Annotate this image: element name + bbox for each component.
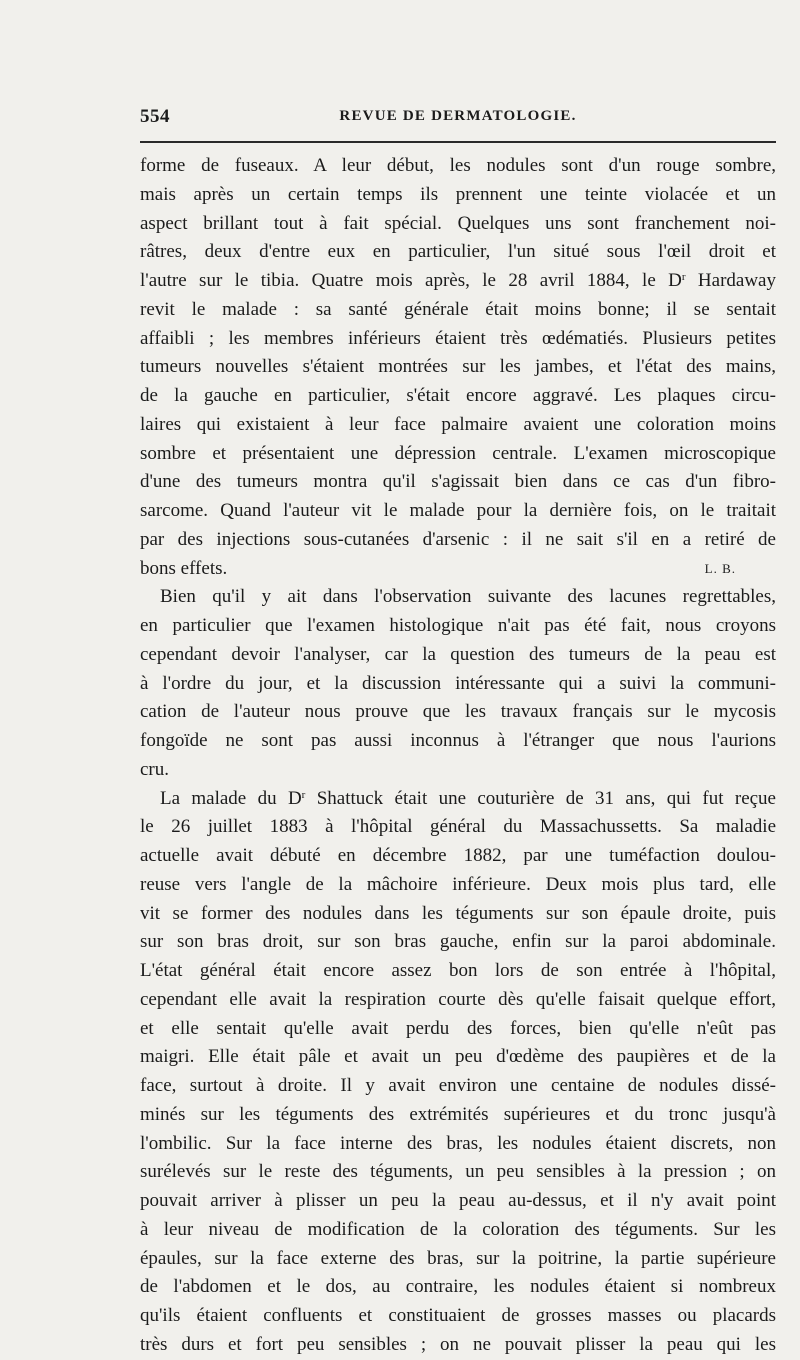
text-line: fongoïde ne sont pas aussi inconnus à l'étranger que nous l'aurions [140, 730, 776, 751]
text-line: revit le malade : sa santé générale était moins bonne; il se sentait [140, 298, 776, 320]
author-signature: L. B. [704, 560, 736, 576]
text-line: cru. [140, 758, 170, 780]
superscript: r [681, 271, 686, 283]
text-fragment: l'autre sur le tibia. Quatre mois après, le 28 avril 1884, le D [140, 270, 682, 291]
paragraph-3 [140, 785, 776, 1360]
header-rule [140, 141, 776, 143]
text-line: très durs et fort peu sensibles ; on ne pouvait plisser la peau qui les [140, 1333, 776, 1355]
page-number: 554 [140, 106, 170, 127]
superscript: r [301, 788, 306, 801]
text-line: par des injections sous-cutanées d'arsenic : il ne sait s'il en a retiré de [140, 528, 776, 550]
running-head [140, 106, 776, 130]
text-line: en particulier que l'examen histologique n'ait pas été fait, nous croyons [140, 615, 776, 636]
body-text [140, 152, 776, 1360]
text-line: sarcome. Quand l'auteur vit le malade pour la dernière fois, on le traitait [140, 500, 776, 521]
text-line: l'ombilic. Sur la face interne des bras, les nodules étaient discrets, non [140, 1132, 776, 1154]
text-line: maigri. Elle était pâle et avait un peu d'œdème des paupières et de la [140, 1046, 776, 1068]
text-line: L'état général était encore assez bon lors de son entrée à l'hôpital, [140, 960, 776, 981]
text-line: actuelle avait débuté en décembre 1882, par une tuméfaction doulou- [140, 845, 776, 866]
paragraph-1 [140, 152, 776, 583]
text-fragment: Hardaway [685, 270, 776, 291]
text-line: de la gauche en particulier, s'était encore aggravé. Les plaques circu- [140, 385, 776, 406]
text-line: affaibli ; les membres inférieurs étaient très œdématiés. Plusieurs petites [140, 327, 776, 349]
text-fragment: bons effets. [140, 557, 228, 579]
text-line [140, 785, 776, 814]
text-line: d'une des tumeurs montra qu'il s'agissait bien dans ce cas d'un fibro- [140, 471, 776, 493]
text-line: sur son bras droit, sur son bras gauche, enfin sur la paroi abdominale. [140, 931, 776, 953]
text-line: cation de l'auteur nous prouve que les travaux français sur le mycosis [140, 701, 776, 723]
text-line: à l'ordre du jour, et la discussion intéressante qui a suivi la communi- [140, 672, 776, 694]
text-line [140, 555, 776, 584]
text-line: face, surtout à droite. Il y avait environ une centaine de nodules dissé- [140, 1075, 776, 1096]
text-line: tumeurs nouvelles s'étaient montrées sur les jambes, et l'état des mains, [140, 356, 776, 378]
text-line: forme de fuseaux. A leur début, les nodules sont d'un rouge sombre, [140, 155, 776, 176]
text-line: qu'ils étaient confluents et constituaient de grosses masses ou placards [140, 1305, 776, 1326]
text-line: laires qui existaient à leur face palmaire avaient une coloration moins [140, 413, 776, 435]
text-line: reuse vers l'angle de la mâchoire inférieure. Deux mois plus tard, elle [140, 873, 776, 895]
text-fragment: La malade du D [160, 787, 302, 809]
text-line: cependant devoir l'analyser, car la question des tumeurs de la peau est [140, 643, 776, 665]
text-line: mais après un certain temps ils prennent une teinte violacée et un [140, 183, 776, 205]
text-line: Bien qu'il y ait dans l'observation suivante des lacunes regrettables, [160, 586, 776, 608]
text-line: épaules, sur la face externe des bras, sur la poitrine, la partie supérieure [140, 1247, 776, 1269]
text-line: minés sur les téguments des extrémités supérieures et du tronc jusqu'à [140, 1103, 776, 1125]
text-line: à leur niveau de modification de la coloration des téguments. Sur les [140, 1218, 776, 1240]
text-line: de l'abdomen et le dos, au contraire, les nodules étaient si nombreux [140, 1276, 776, 1298]
text-line: cependant elle avait la respiration courte dès qu'elle faisait quelque effort, [140, 988, 776, 1010]
text-line: sombre et présentaient une dépression centrale. L'examen microscopique [140, 442, 776, 464]
text-fragment: Shattuck était une couturière de 31 ans, qui fut reçue [305, 787, 776, 809]
text-line [140, 267, 776, 296]
text-line: aspect brillant tout à fait spécial. Quelques uns sont franchement noi- [140, 212, 776, 234]
journal-title: REVUE DE DERMATOLOGIE. [339, 108, 577, 124]
text-line: et elle sentait qu'elle avait perdu des forces, bien qu'elle n'eût pas [140, 1017, 776, 1039]
text-line: pouvait arriver à plisser un peu la peau au-dessus, et il n'y avait point [140, 1190, 776, 1211]
text-line: vit se former des nodules dans les téguments sur son épaule droite, puis [140, 902, 776, 924]
text-line: surélevés sur le reste des téguments, un peu sensibles à la pression ; on [140, 1161, 776, 1183]
text-line: râtres, deux d'entre eux en particulier, l'un situé sous l'œil droit et [140, 241, 776, 263]
paragraph-2 [140, 583, 776, 784]
text-line: le 26 juillet 1883 à l'hôpital général du Massachussetts. Sa maladie [140, 816, 776, 838]
